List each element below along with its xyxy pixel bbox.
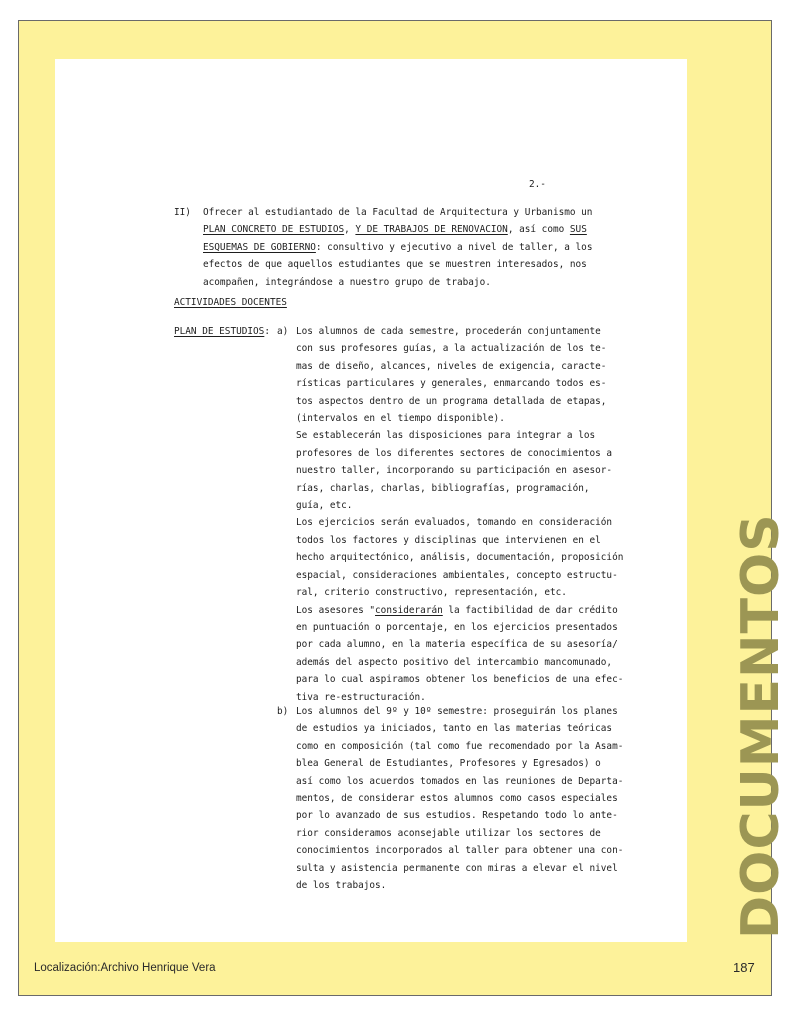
plan-label-text: PLAN DE ESTUDIOS <box>174 326 265 337</box>
plan-label-colon: : <box>264 326 270 337</box>
text-line: rísticas particulares y generales, enmarcando todos es- <box>296 378 607 390</box>
item-a-lines-continued <box>296 619 623 706</box>
section-ii-line-1: Ofrecer al estudiantado de la Facultad de Arquitectura y Urbanismo un <box>203 207 593 218</box>
consideraran-text: considerarán <box>375 604 443 616</box>
text-line: todos los factores y disciplinas que intervienen en el <box>296 534 601 546</box>
text-line: Los alumnos de cada semestre, procederán conjuntamente <box>296 326 601 337</box>
text-line: tos aspectos dentro de un programa detallada de etapas, <box>296 395 607 407</box>
footer-page-number: 187 <box>733 960 755 975</box>
section-ii-line-5: acompañen, integrándose a nuestro grupo de trabajo. <box>203 276 491 288</box>
item-a-body <box>296 323 623 706</box>
item-b-body <box>296 703 623 894</box>
text-line: nuestro taller, incorporando su participación en asesor- <box>296 465 613 477</box>
text-line: conocimientos incorporados al taller para obtener una con- <box>296 845 624 857</box>
text-line: para lo cual aspiramos obtener los beneficios de una efec- <box>296 674 624 686</box>
esquemas-gobierno-text: ESQUEMAS DE GOBIERNO <box>203 241 316 253</box>
page-frame <box>18 20 791 996</box>
text-line: espacial, consideraciones ambientales, concepto estructu- <box>296 569 618 581</box>
text-line: por cada alumno, en la materia específica de su asesoría/ <box>296 639 618 651</box>
activities-heading: ACTIVIDADES DOCENTES <box>174 297 287 308</box>
text-line: blea General de Estudiantes, Profesores y Egresados) o <box>296 758 601 770</box>
text-line: por lo avanzado de sus estudios. Respetando todo lo ante- <box>296 810 618 822</box>
section-ii-line-2-mid: , así como <box>507 224 570 236</box>
text-line: así como los acuerdos tomados en las reuniones de Departa- <box>296 775 624 787</box>
text-line: profesores de los diferentes sectores de conocimientos a <box>296 447 613 459</box>
asesores-post: la factibilidad de dar crédito <box>442 604 618 616</box>
item-a-asesores-line <box>296 602 623 619</box>
text-line: (intervalos en el tiempo disponible). <box>296 413 505 425</box>
text-line: guía, etc. <box>296 500 353 512</box>
sus-text: SUS <box>569 224 587 236</box>
plan-concreto-link-text: PLAN CONCRETO DE ESTUDIOS <box>203 224 345 236</box>
side-title: DOCUMENTOS <box>731 513 791 939</box>
text-line: Los ejercicios serán evaluados, tomando en consideración <box>296 517 613 529</box>
text-line: mentos, de considerar estos alumnos como casos especiales <box>296 793 618 805</box>
text-line: en puntuación o porcentaje, en los ejercicios presentados <box>296 621 618 633</box>
text-line: sulta y asistencia permanente con miras a elevar el nivel <box>296 862 618 874</box>
text-line: tiva re-estructuración. <box>296 691 426 703</box>
asesores-pre: Los asesores " <box>296 604 376 616</box>
text-line: rías, charlas, charlas, bibliografías, programación, <box>296 482 590 494</box>
separator-text: , <box>344 224 356 236</box>
text-line: como en composición (tal como fue recomendado por la Asam- <box>296 740 624 752</box>
item-a-marker: a) <box>277 326 289 337</box>
footer-location: Localización:Archivo Henrique Vera <box>34 962 216 974</box>
text-line: además del aspecto positivo del intercambio mancomunado, <box>296 656 613 668</box>
text-line: de estudios ya iniciados, tanto en las materias teóricas <box>296 723 613 735</box>
plan-label <box>174 323 270 340</box>
typed-page-number: 2.- <box>529 179 546 190</box>
section-ii-line-3-rest: : consultivo y ejecutivo a nivel de taller, a los <box>315 241 593 253</box>
item-b-marker: b) <box>277 706 289 717</box>
section-ii-paragraph <box>203 204 592 291</box>
text-line: con sus profesores guías, a la actualización de los te- <box>296 343 607 355</box>
text-line: rior consideramos aconsejable utilizar los sectores de <box>296 827 601 839</box>
text-line: mas de diseño, alcances, niveles de exigencia, caracte- <box>296 360 607 372</box>
text-line: hecho arquitectónico, análisis, documentación, proposición <box>296 552 624 564</box>
scanned-document <box>55 59 687 942</box>
section-ii-line-4: efectos de que aquellos estudiantes que se muestren interesados, nos <box>203 259 587 271</box>
item-a-lines <box>296 323 623 602</box>
text-line: Los alumnos del 9º y 10º semestre: proseguirán los planes <box>296 706 618 717</box>
text-line: ral, criterio constructivo, representación, etc. <box>296 587 567 599</box>
text-line: de los trabajos. <box>296 880 387 892</box>
section-ii-marker: II) <box>174 207 191 218</box>
trabajos-renovacion-text: Y DE TRABAJOS DE RENOVACION <box>355 224 508 236</box>
text-line: Se establecerán las disposiciones para integrar a los <box>296 430 596 442</box>
